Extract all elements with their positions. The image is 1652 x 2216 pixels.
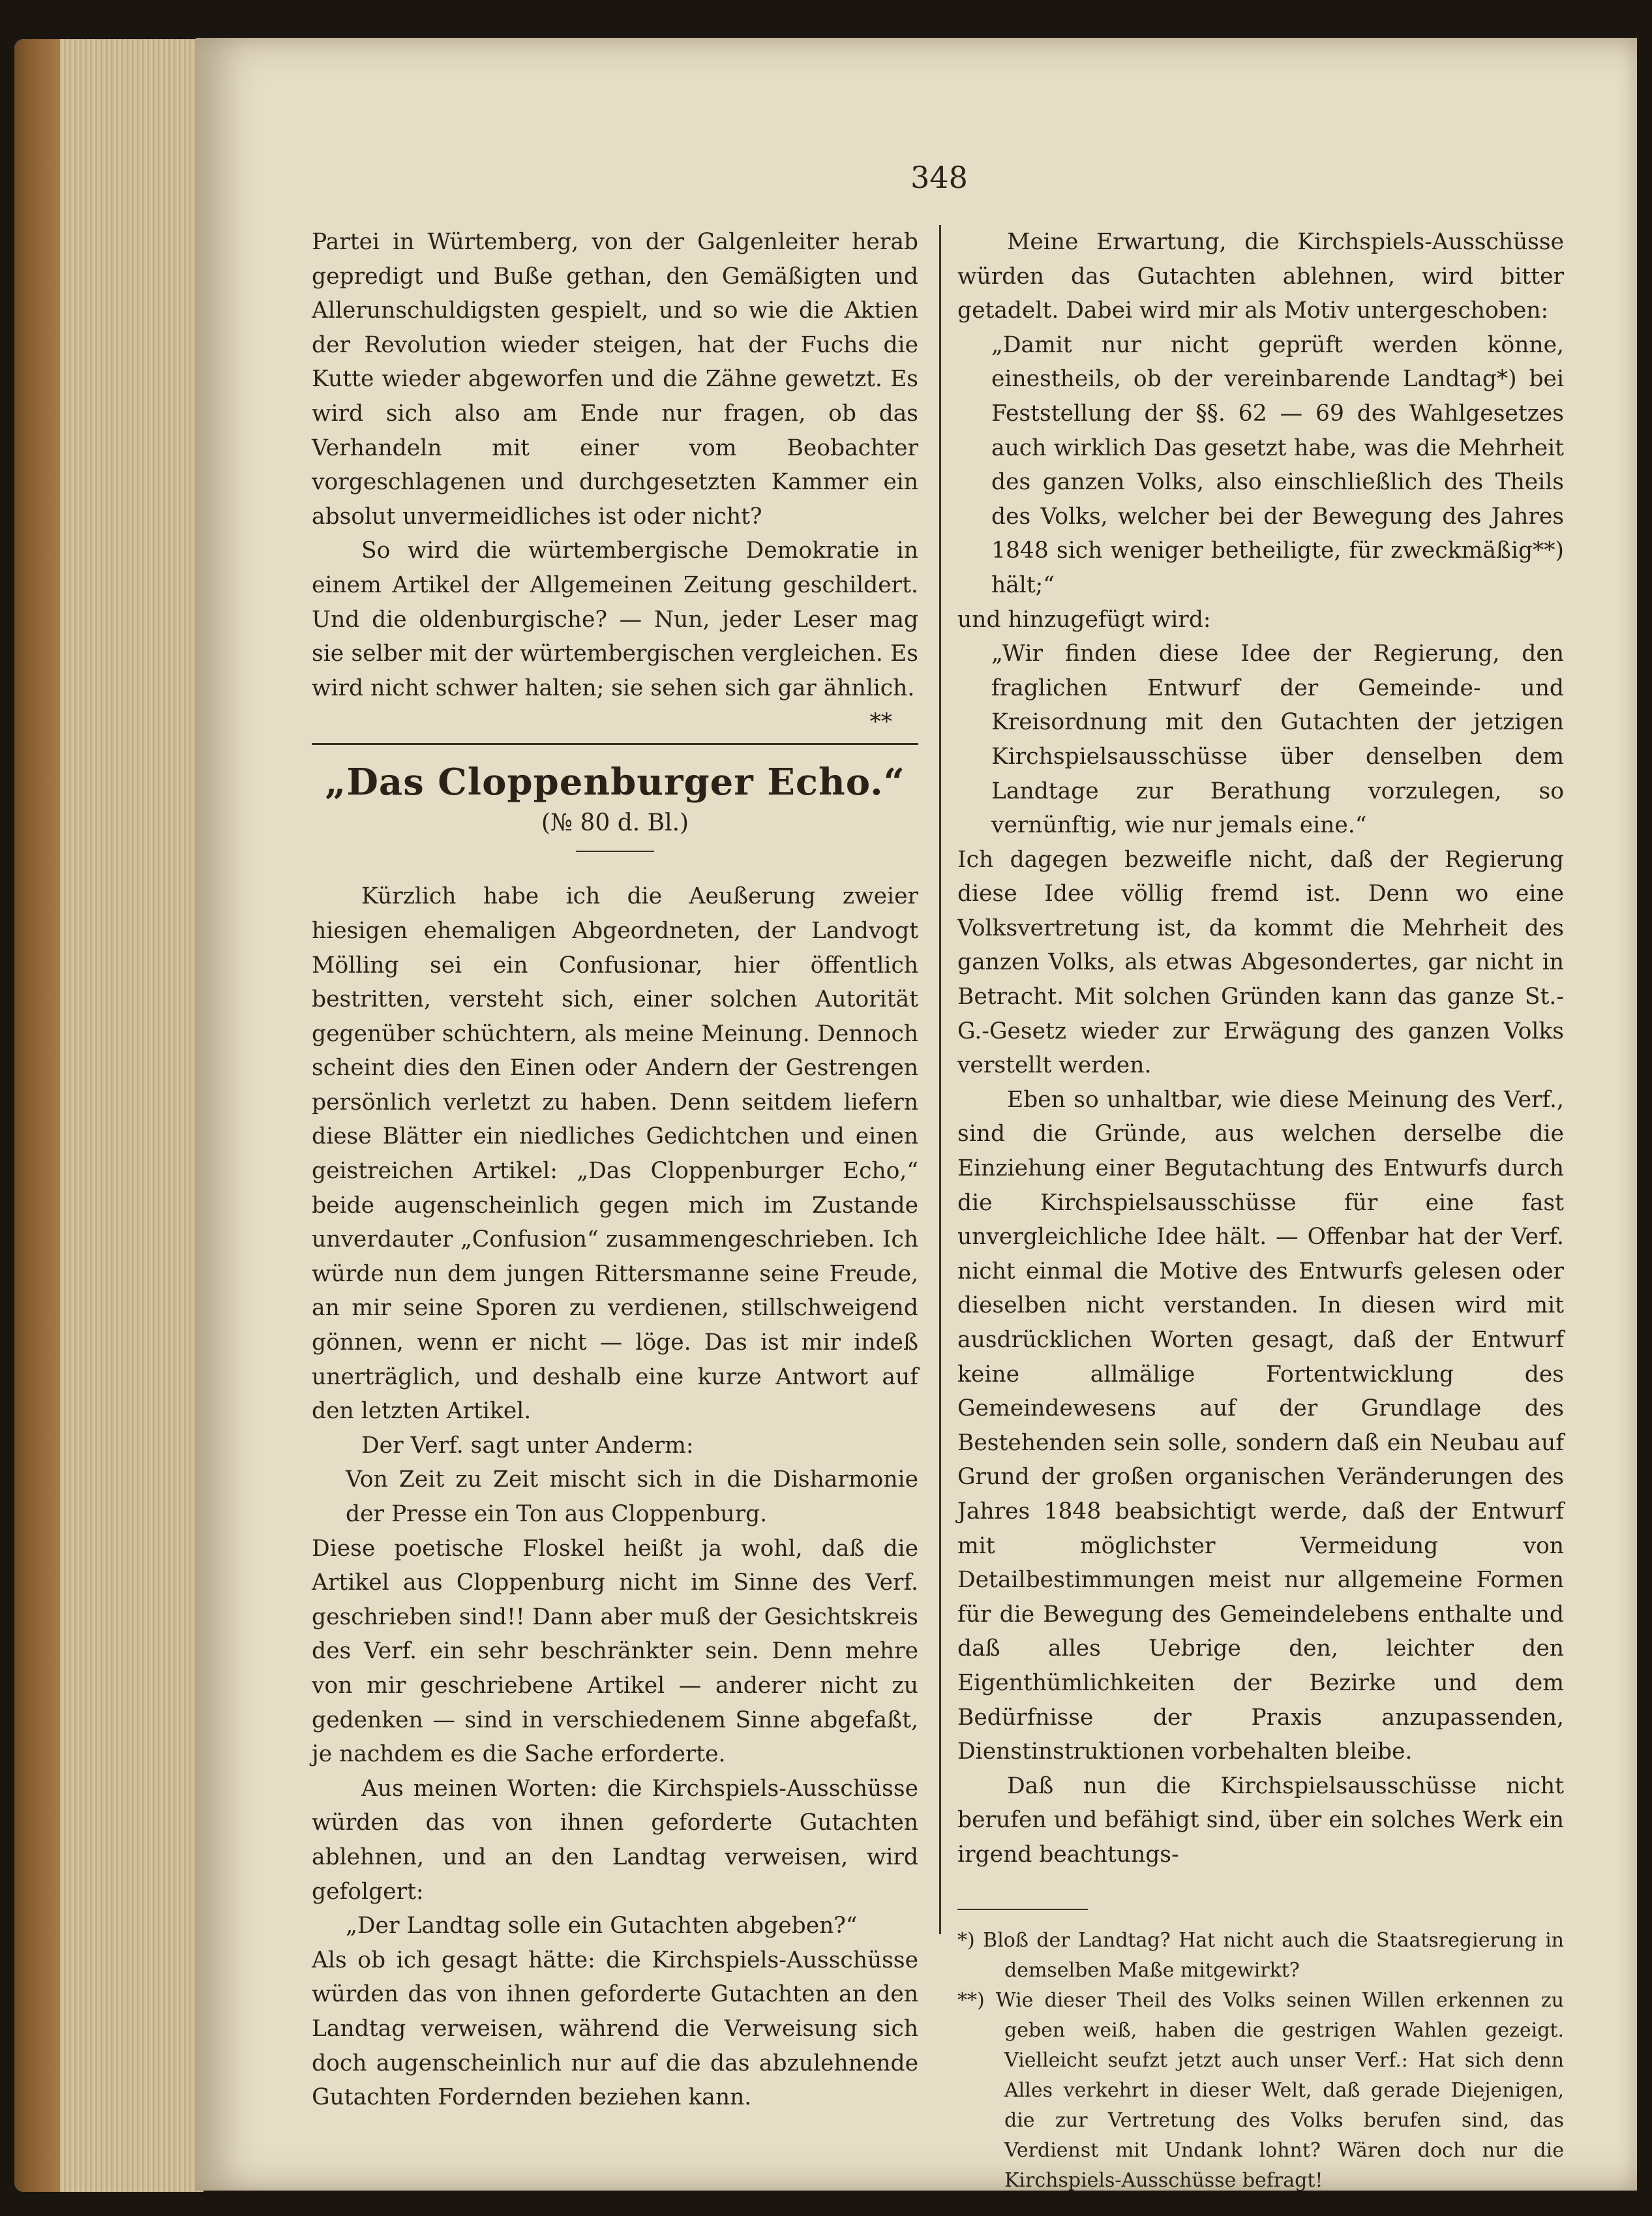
paragraph — [312, 534, 918, 736]
paragraph: Ich dagegen bezweifle nicht, daß der Regierung diese Idee völlig fremd ist. Denn wo eine Volksvertretung ist, da kommt die Mehrheit des ganzen Volks, als etwas Abgesondertes, gar nicht in Betracht. Mit solchen Gründen kann das ganze St.-G.-Gesetz wieder zur Erwägung des ganzen Volks verstellt werden. — [957, 846, 1564, 1079]
book-binding — [14, 39, 60, 2192]
paragraph: und hinzugefügt wird: — [957, 606, 1211, 633]
footnotes — [957, 1926, 1564, 2196]
page-number: 348 — [910, 160, 968, 195]
right-column — [957, 225, 1564, 2196]
paragraph: Partei in Würtemberg, von der Galgenleiter herab gepredigt und Buße gethan, den Gemäßigten und Allerunschuldigsten gespielt, und so wie die Aktien der Revolution wieder steigen, hat der Fuchs die Kutte wieder abgeworfen und die Zähne gewetzt. Es wird sich also am Ende nur fragen, ob das Verhandeln mit einer vom Beobachter vorgeschlagenen und durchgesetzten Kammer ein absolut unvermeidliches ist oder nicht? — [312, 229, 918, 530]
column-divider — [939, 225, 941, 1934]
article-reference: (№ 80 d. Bl.) — [541, 810, 689, 837]
quotation: Von Zeit zu Zeit mischt sich in die Disharmonie der Presse ein Ton aus Cloppenburg. — [346, 1466, 918, 1527]
quotation: „Damit nur nicht geprüft werden könne, einestheils, ob der vereinbarende Landtag*) bei Feststellung der §§. 62 — 69 des Wahlgesetzes auch wirklich Das gesetzt habe, was die Mehrheit des ganzen Volks, also einschließlich des Theils des Volks, welcher bei der Bewegung des Jahres 1848 sich weniger betheiligte, für zweckmäßig**) hält;“ — [991, 331, 1564, 598]
paragraph-text: So wird die würtembergische Demokratie in einem Artikel der Allgemeinen Zeitung geschildert. Und die oldenburgische? — Nun, jeder Leser mag sie selber mit der würtembergischen vergleichen. Es wird nicht schwer halten; sie sehen sich gar ähnlich. — [312, 538, 918, 701]
footnote-divider — [957, 1909, 1088, 1910]
article-title: „Das Cloppenburger Echo.“ — [325, 761, 905, 804]
quotation: „Wir finden diese Idee der Regierung, den fraglichen Entwurf der Gemeinde- und Kreisordnung mit den Gutachten der jetzigen Kirchspielsausschüsse über denselben dem Landtage zur Berathung vorzulegen, so vernünftig, wie nur jemals eine.“ — [991, 641, 1564, 839]
paragraph: Kürzlich habe ich die Aeußerung zweier hiesigen ehemaligen Abgeordneten, der Landvogt Mölling sei ein Confusionar, hier öffentlich bestritten, versteht sich, einer solchen Autorität gegenüber schüchtern, als meine Meinung. Dennoch scheint dies den Einen oder Andern der Gestrengen persönlich verletzt zu haben. Denn seitdem liefern diese Blätter ein niedliches Gedichtchen und einen geistreichen Artikel: „Das Cloppenburger Echo,“ beide augenscheinlich gegen mich im Zustande unverdauter „Confusion“ zusammengeschrieben. Ich würde nun dem jungen Rittersmanne seine Freude, an mir seine Sporen zu verdienen, stillschweigend gönnen, wenn er nicht — löge. Das ist mir indeß unerträglich, und deshalb eine kurze Antwort auf den letzten Artikel. — [312, 883, 918, 1425]
paragraph: Eben so unhaltbar, wie diese Meinung des Verf., sind die Gründe, aus welchen derselbe die Einziehung einer Begutachtung des Entwurfs durch die Kirchspielsausschüsse für eine fast unvergleichliche Idee hält. — Offenbar hat der Verf. nicht einmal die Motive des Entwurfs gelesen oder dieselben nicht verstanden. In diesen wird mit ausdrücklichen Worten gesagt, daß der Entwurf keine allmälige Fortentwicklung des Gemeindewesens auf der Grundlage des Bestehenden sein solle, sondern daß ein Neubau auf Grund der großen organischen Veränderungen des Jahres 1848 beabsichtigt werde, daß der Entwurf mit möglichster Vermeidung von Detailbestimmungen meist nur allgemeine Formen für die Bewegung des Gemeindelebens enthalte und daß alles Uebrige den, leichter den Eigenthümlichkeiten der Bezirke und dem Bedürfnisse der Praxis anzupassenden, Dienstinstruktionen vorbehalten bleibe. — [957, 1086, 1564, 1765]
author-mark: ** — [869, 709, 892, 736]
footnote: **) Wie dieser Theil des Volks seinen Willen erkennen zu geben weiß, haben die gestrigen Wahlen gezeigt. Vielleicht seufzt jetzt auch unser Verf.: Hat sich denn Alles verkehrt in dieser Welt, daß gerade Diejenigen, die zur Vertretung des Volks berufen sind, das Verdienst mit Undank lohnt? Wären doch nur die Kirchspiels-Ausschüsse befragt! — [957, 1988, 1564, 2192]
title-divider — [576, 851, 654, 852]
paragraph: Aus meinen Worten: die Kirchspiels-Ausschüsse würden das von ihnen geforderte Gutachten ablehnen, und an den Landtag verweisen, wird gefolgert: — [312, 1775, 918, 1905]
paragraph: Daß nun die Kirchspielsausschüsse nicht berufen und befähigt sind, über ein solches Werk ein irgend beachtungs- — [957, 1772, 1564, 1868]
left-column — [312, 225, 918, 2115]
paragraph: Diese poetische Floskel heißt ja wohl, daß die Artikel aus Cloppenburg nicht im Sinne des Verf. geschrieben sind!! Dann aber muß der Gesichtskreis des Verf. ein sehr beschränkter sein. Denn mehre von mir geschriebene Artikel — anderer nicht zu gedenken — sind in verschiedenem Sinne abgefaßt, je nachdem es die Sache erforderte. — [312, 1535, 918, 1768]
quotation: „Der Landtag solle ein Gutachten abgeben?“ — [346, 1913, 858, 1939]
paragraph: Der Verf. sagt unter Anderm: — [361, 1432, 694, 1459]
footnote: *) Bloß der Landtag? Hat nicht auch die Staatsregierung in demselben Maße mitgewirkt? — [957, 1928, 1564, 1982]
section-rule — [312, 743, 918, 745]
paragraph: Meine Erwartung, die Kirchspiels-Ausschüsse würden das Gutachten ablehnen, wird bitter getadelt. Dabei wird mir als Motiv untergeschoben: — [957, 229, 1564, 324]
paragraph: Als ob ich gesagt hätte: die Kirchspiels-Ausschüsse würden das von ihnen geforderte Gutachten an den Landtag verweisen, während die Verweisung sich doch augenscheinlich nur auf die das abzulehnende Gutachten Fordernden beziehen kann. — [312, 1947, 918, 2111]
